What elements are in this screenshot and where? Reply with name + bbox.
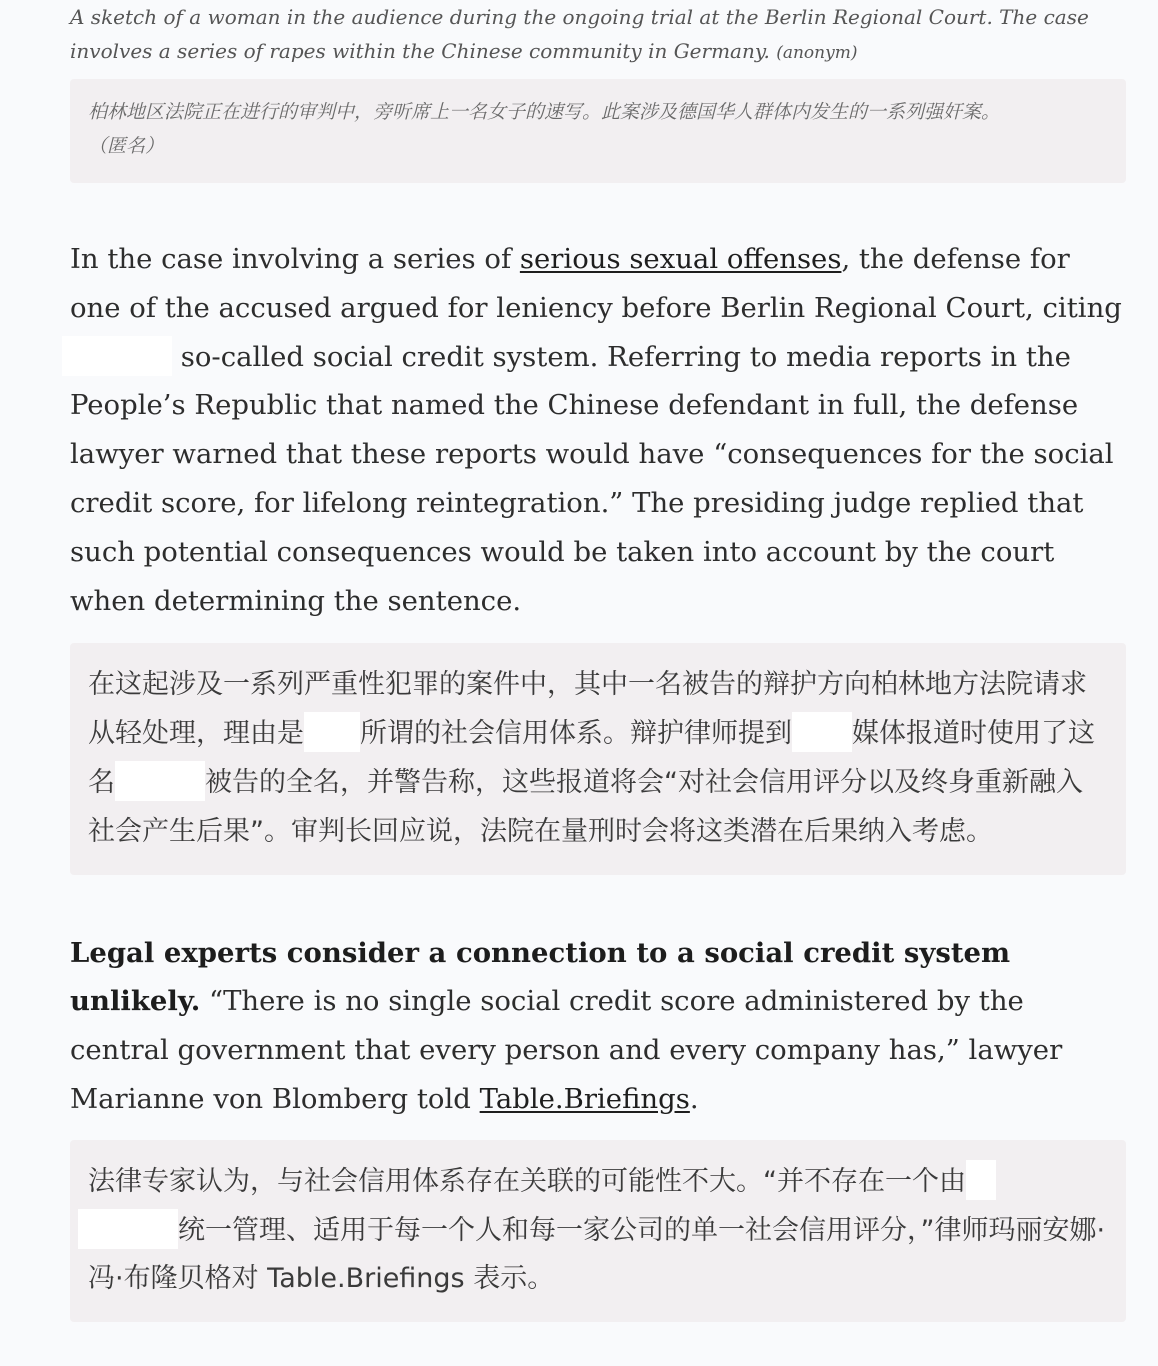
translation-text: 在这起涉及一系列严重性犯罪的案件中，其中一名被告的辩护方向柏林地方法院请求从轻处理，理由是 (88, 669, 1087, 750)
serious-sexual-offenses-link[interactable]: serious sexual offenses (519, 243, 842, 275)
translation-text: 所谓的社会信用体系。辩护律师提到 (360, 718, 792, 750)
translation-text: 媒体报道时使用了这名 (88, 718, 1095, 798)
paragraph-lead-bold: Legal experts consider a connection to a social credit system unlikely. (70, 936, 1011, 1018)
image-caption (70, 0, 1126, 70)
redaction-block (792, 712, 852, 752)
paragraph-text: , the defense for one of the accused argued for leniency before Berlin Regional Court, citing (70, 243, 1122, 324)
paragraph-text: so-called social credit system. Referring to media reports in the People’s Republic that named the Chinese defendant in full, the defense lawyer warned that these reports would have “consequences for the social credit score, for lifelong reintegration.” The presiding judge replied that such potential consequences would be taken into account by the court when determining the sentence. (70, 340, 1114, 617)
paragraph-text: . (689, 1082, 699, 1115)
redaction-block (115, 761, 205, 801)
redaction-block (304, 712, 360, 752)
translation-text: 被告的全名，并警告称，这些报道将会“对社会信用评分以及终身重新融入社会产生后果”。审判长回应说，法院在量刑时会将这类潜在后果纳入考虑。 (88, 766, 1083, 847)
translation-box-1 (70, 643, 1126, 874)
paragraph-text: In the case involving a series of (70, 243, 520, 275)
redaction-block (62, 336, 172, 376)
paragraph-social-credit-defense (70, 235, 1126, 625)
caption-translation-text: 柏林地区法院正在进行的审判中，旁听席上一名女子的速写。此案涉及德国华人群体内发生的一系列强奸案。 (88, 101, 1001, 123)
translation-text: 统一管理、适用于每一个人和每一家公司的单一社会信用评分，”律师玛丽安娜·冯·布隆贝格对 Table.Briefings 表示。 (88, 1214, 1106, 1295)
paragraph-text: “There is no single social credit score administered by the central government that every person and every company has,” lawyer Marianne von Blomberg told (70, 985, 1063, 1115)
table-briefings-link[interactable]: Table.Briefings (479, 1082, 690, 1115)
translation-box-2 (70, 1140, 1126, 1322)
caption-credit: (anonym) (776, 43, 858, 63)
article-body (70, 0, 1126, 1322)
caption-translation-credit: （匿名） (88, 135, 165, 157)
translation-text: 法律专家认为，与社会信用体系存在关联的可能性不大。“并不存在一个由 (88, 1165, 966, 1197)
caption-text: A sketch of a woman in the audience during the ongoing trial at the Berlin Regional Court. The case involves a series of rapes within the Chinese community in Germany. (70, 5, 1089, 63)
paragraph-legal-experts (70, 929, 1126, 1124)
redaction-block (78, 1209, 178, 1249)
caption-translation-box (70, 79, 1126, 183)
redaction-block (966, 1160, 996, 1200)
